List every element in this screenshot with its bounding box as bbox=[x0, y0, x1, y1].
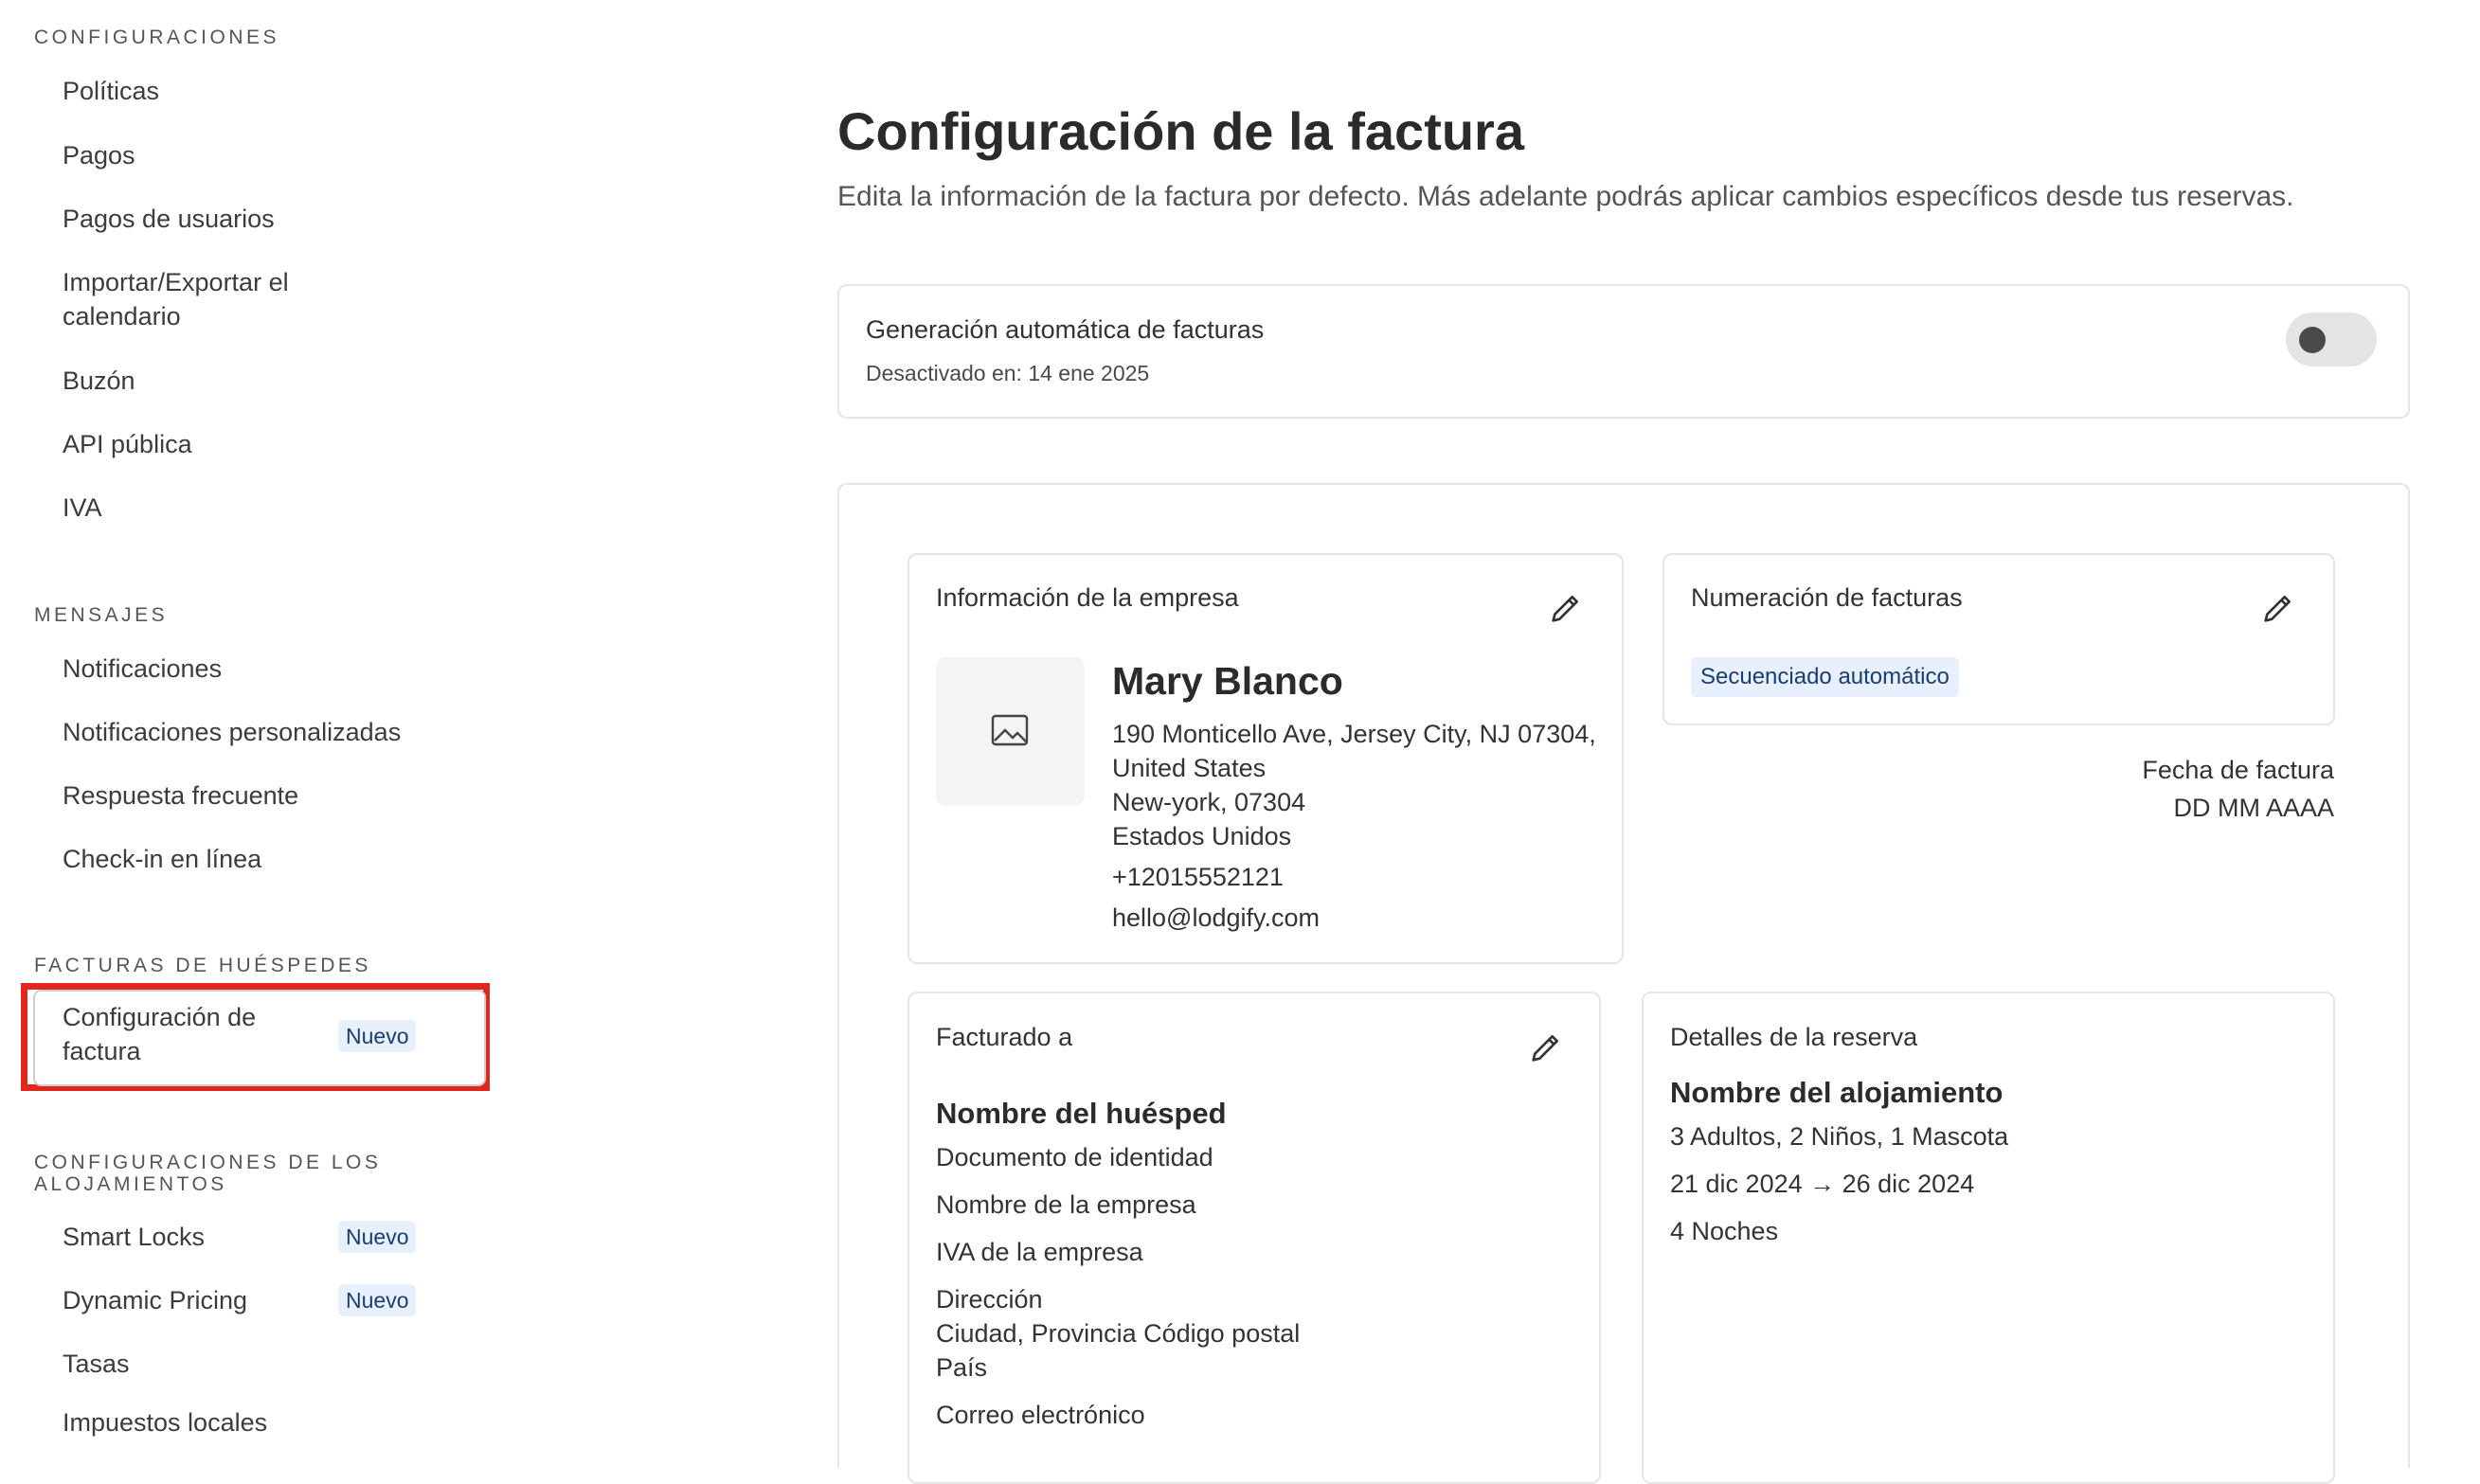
edit-numbering-pencil-icon[interactable] bbox=[2259, 589, 2297, 627]
new-badge: Nuevo bbox=[338, 1221, 416, 1253]
company-address-4: Estados Unidos bbox=[1112, 822, 1292, 850]
sidebar-item-label: Configuración de bbox=[63, 1003, 257, 1031]
sidebar-item-dynamic-pricing[interactable]: Dynamic Pricing bbox=[63, 1286, 248, 1314]
sidebar-item-politicas[interactable]: Políticas bbox=[63, 77, 160, 105]
auto-invoice-card bbox=[837, 284, 2410, 419]
company-address-3: New-york, 07304 bbox=[1112, 788, 1306, 816]
company-address-2: United States bbox=[1112, 754, 1267, 782]
page-title: Configuración de la factura bbox=[837, 101, 1524, 161]
company-card-title: Información de la empresa bbox=[936, 583, 1239, 612]
sidebar-item-configuracion-factura[interactable] bbox=[63, 1000, 256, 1068]
section-title-configuraciones: CONFIGURACIONES bbox=[34, 27, 280, 48]
sidebar-item-pagos-usuarios[interactable]: Pagos de usuarios bbox=[63, 205, 275, 233]
sidebar-item-buzon[interactable]: Buzón bbox=[63, 367, 135, 395]
invoice-date-format: DD MM AAAA bbox=[2173, 794, 2334, 822]
guest-id-doc: Documento de identidad bbox=[936, 1143, 1213, 1171]
billed-to-title: Facturado a bbox=[936, 1023, 1073, 1051]
property-name: Nombre del alojamiento bbox=[1670, 1076, 2004, 1109]
numbering-badge: Secuenciado automático bbox=[1691, 657, 1959, 697]
company-address-1: 190 Monticello Ave, Jersey City, NJ 07304, bbox=[1112, 720, 1596, 748]
sidebar-item-pagos[interactable]: Pagos bbox=[63, 141, 135, 170]
invoice-numbering-card bbox=[1662, 553, 2335, 725]
sidebar-item-importar-exportar[interactable] bbox=[63, 265, 289, 333]
company-email: hello@lodgify.com bbox=[1112, 903, 1321, 932]
sidebar-item-notificaciones[interactable]: Notificaciones bbox=[63, 654, 223, 683]
sidebar-item-impuestos-locales[interactable]: Impuestos locales bbox=[63, 1408, 268, 1437]
sidebar-item-check-in[interactable]: Check-in en línea bbox=[63, 845, 262, 873]
auto-invoice-label: Generación automática de facturas bbox=[866, 315, 1265, 344]
guest-email: Correo electrónico bbox=[936, 1401, 1145, 1429]
sidebar-item-label: Importar/Exportar el bbox=[63, 268, 289, 296]
guest-country: País bbox=[936, 1353, 988, 1382]
sidebar-item-api-publica[interactable]: API pública bbox=[63, 430, 192, 458]
section-title-facturas: FACTURAS DE HUÉSPEDES bbox=[34, 955, 371, 976]
new-badge: Nuevo bbox=[338, 1020, 416, 1052]
guest-company-name: Nombre de la empresa bbox=[936, 1190, 1196, 1219]
numbering-card-title: Numeración de facturas bbox=[1691, 583, 1963, 612]
sidebar-item-tasas[interactable]: Tasas bbox=[63, 1350, 130, 1378]
company-phone: +12015552121 bbox=[1112, 863, 1284, 891]
sidebar-item-smart-locks[interactable]: Smart Locks bbox=[63, 1223, 206, 1251]
section-title-alojamientos bbox=[34, 1152, 381, 1195]
guest-name: Nombre del huésped bbox=[936, 1097, 1227, 1130]
section-title-line: ALOJAMIENTOS bbox=[34, 1173, 227, 1195]
company-name: Mary Blanco bbox=[1112, 659, 1343, 703]
sidebar-item-notificaciones-personalizadas[interactable]: Notificaciones personalizadas bbox=[63, 718, 402, 746]
auto-invoice-status: Desactivado en: 14 ene 2025 bbox=[866, 361, 1150, 385]
sidebar-item-label: calendario bbox=[63, 302, 181, 331]
guest-address: Dirección bbox=[936, 1285, 1043, 1314]
image-icon bbox=[991, 714, 1029, 746]
company-logo-placeholder[interactable] bbox=[936, 657, 1085, 806]
reservation-nights: 4 Noches bbox=[1670, 1217, 1779, 1245]
toggle-knob bbox=[2299, 327, 2326, 353]
sidebar-item-respuesta-frecuente[interactable]: Respuesta frecuente bbox=[63, 781, 299, 810]
guest-company-vat: IVA de la empresa bbox=[936, 1238, 1143, 1266]
reservation-card-title: Detalles de la reserva bbox=[1670, 1023, 1918, 1051]
section-title-mensajes: MENSAJES bbox=[34, 604, 169, 626]
reservation-guests: 3 Adultos, 2 Niños, 1 Mascota bbox=[1670, 1122, 2009, 1151]
page-subtitle: Edita la información de la factura por defecto. Más adelante podrás aplicar cambios específicos desde tus reservas. bbox=[837, 181, 2294, 212]
edit-billed-to-pencil-icon[interactable] bbox=[1527, 1028, 1565, 1066]
invoice-date-label: Fecha de factura bbox=[2142, 756, 2334, 784]
new-badge: Nuevo bbox=[338, 1284, 416, 1316]
reservation-dates: 21 dic 2024 → 26 dic 2024 bbox=[1670, 1170, 1975, 1198]
guest-city: Ciudad, Provincia Código postal bbox=[936, 1319, 1301, 1348]
sidebar-item-label: factura bbox=[63, 1037, 141, 1065]
auto-invoice-toggle[interactable] bbox=[2286, 313, 2377, 367]
edit-company-pencil-icon[interactable] bbox=[1547, 589, 1585, 627]
sidebar-item-iva[interactable]: IVA bbox=[63, 493, 102, 522]
section-title-line: CONFIGURACIONES DE LOS bbox=[34, 1152, 382, 1173]
